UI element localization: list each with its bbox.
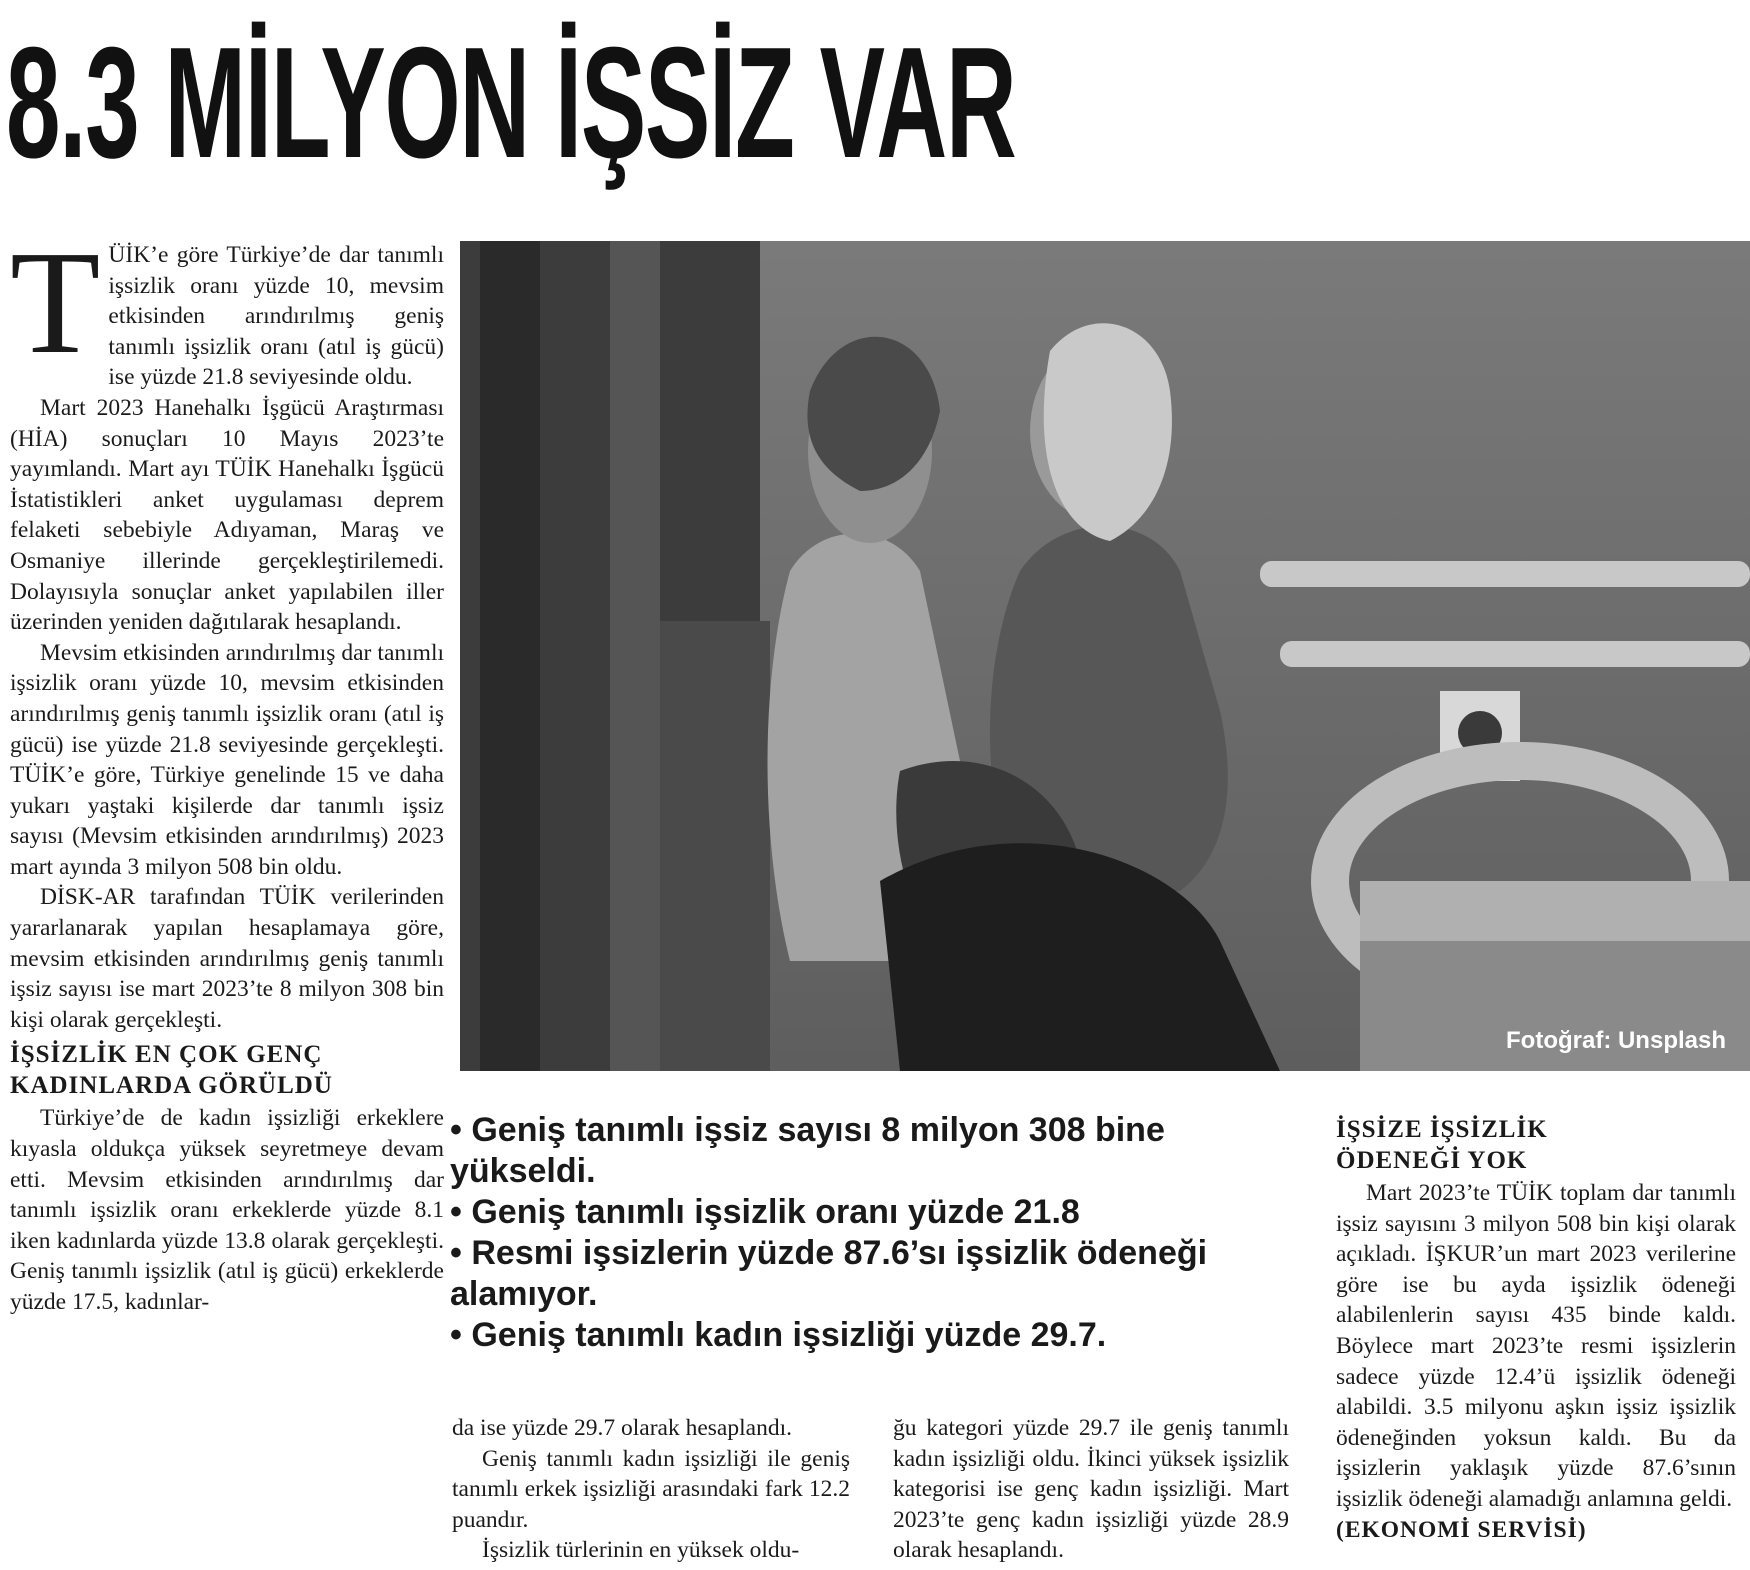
paragraph: da ise yüzde 29.7 olarak hesaplandı. <box>452 1415 792 1441</box>
article-photo <box>460 241 1750 1071</box>
subheading-line: İŞSİZE İŞSİZLİK <box>1336 1116 1548 1143</box>
paragraph: Mevsim etkisinden arındırılmış dar tanımlı işsizlik oranı yüzde 10, mevsim etkisinden arındırılmış geniş tanımlı işsizlik oranı (atıl iş gücü) ise yüzde 21.8 seviyesinde gerçekleşti. TÜİK’e göre, Türkiye genelinde 15 ve daha yukarı yaştaki kişilerde dar tanımlı işsiz sayısı (Mevsim etkisinden arındırılmış) 2023 mart ayında 3 milyon 508 bin oldu. <box>10 639 444 880</box>
paragraph: Türkiye’de de kadın işsizliği erkeklere kıyasla oldukça yüksek seyretmeye devam etti. Mevsim etkisinden arındırılmış dar tanımlı işsizlik oranı erkeklerde yüzde 8.1 iken kadınlarda yüzde 13.8 olarak gerçekleşti. Geniş tanımlı işsizlik (atıl iş gücü) erkeklerde yüzde 17.5, kadınlar- <box>10 1105 444 1315</box>
article-column-4 <box>1336 1110 1736 1545</box>
headline: 8.3 MİLYON İŞSİZ VAR <box>6 15 1016 191</box>
drop-cap: T <box>10 221 101 385</box>
photo-image <box>460 241 1750 1071</box>
highlight-item: • Geniş tanımlı işsizlik oranı yüzde 21.8 <box>450 1193 1080 1231</box>
highlights-list <box>450 1110 1290 1356</box>
subheading-line: İŞSİZLİK EN ÇOK GENÇ <box>10 1041 323 1069</box>
subheading-line: ÖDENEĞİ YOK <box>1336 1147 1528 1174</box>
article-column-1 <box>10 221 444 1318</box>
subheading-line: KADINLARDA GÖRÜLDÜ <box>10 1072 333 1100</box>
highlight-item: • Geniş tanımlı işsiz sayısı 8 milyon 308 bine yükseldi. <box>450 1111 1165 1190</box>
paragraph: DİSK-AR tarafından TÜİK verilerinden yararlanarak yapılan hesaplamaya göre, mevsim etkisinden arındırılmış geniş tanımlı işsiz sayısı ise mart 2023’te 8 milyon 308 bin kişi olarak gerçekleşti. <box>10 884 444 1033</box>
paragraph: Mart 2023’te TÜİK toplam dar tanımlı işsiz sayısını 3 milyon 508 bin kişi olarak açıkladı. İŞKUR’un mart 2023 verilerine göre ise bu ayda işsizlik ödeneği alabilenlerin sayısı 435 binde kaldı. Böylece mart 2023’te resmi işsizlerin sadece yüzde 12.4’ü işsizlik ödeneği alabildi. 3.5 milyonu aşkın işsiz işsizlik ödeneğinden yoksun kaldı. Bu da işsizlerin yaklaşık yüzde 87.6’sının işsizlik ödeneği alamadığı anlamına geldi. <box>1336 1180 1736 1512</box>
article-column-2 <box>452 1413 850 1566</box>
paragraph: İşsizlik türlerinin en yüksek oldu- <box>482 1537 800 1564</box>
paragraph: Geniş tanımlı kadın işsizliği ile geniş tanımlı erkek işsizliği arasındaki fark 12.2 puandır. <box>452 1445 850 1533</box>
paragraph: Mart 2023 Hanehalkı İşgücü Araştırması (HİA) sonuçları 10 Mayıs 2023’te yayımlandı. Mart ayı TÜİK Hanehalkı İşgücü İstatistikleri anket uygulaması deprem felaketi sebebiyle Adıyaman, Maraş ve Osmaniye illerinde gerçekleştirilemedi. Dolayısıyla sonuçlar anket yapılabilen iller üzerinden yeniden dağıtılarak hesaplandı. <box>10 394 444 636</box>
byline: (EKONOMİ SERVİSİ) <box>1336 1516 1587 1543</box>
paragraph: ğu kategori yüzde 29.7 ile geniş tanımlı kadın işsizliği oldu. İkinci yüksek işsizlik kategorisi ise genç kadın işsizliği. Mart 2023’te genç kadın işsizliği yüzde 28.9 olarak hesaplandı. <box>893 1415 1289 1564</box>
highlight-item: • Resmi işsizlerin yüzde 87.6’sı işsizlik ödeneği alamıyor. <box>450 1234 1208 1313</box>
highlight-item: • Geniş tanımlı kadın işsizliği yüzde 29.7. <box>450 1316 1107 1354</box>
subheading <box>1336 1114 1736 1176</box>
lead-paragraph: TÜİK’e göre Türkiye’de dar tanımlı işsizlik oranı yüzde 10, mevsim etkisinden arındırılmış geniş tanımlı işsizlik oranı (atıl iş gücü) ise yüzde 21.8 seviyesinde oldu. <box>10 221 444 391</box>
subheading <box>10 1039 444 1101</box>
article-column-3 <box>893 1413 1289 1566</box>
photo-credit: Fotoğraf: Unsplash <box>1506 1027 1726 1054</box>
